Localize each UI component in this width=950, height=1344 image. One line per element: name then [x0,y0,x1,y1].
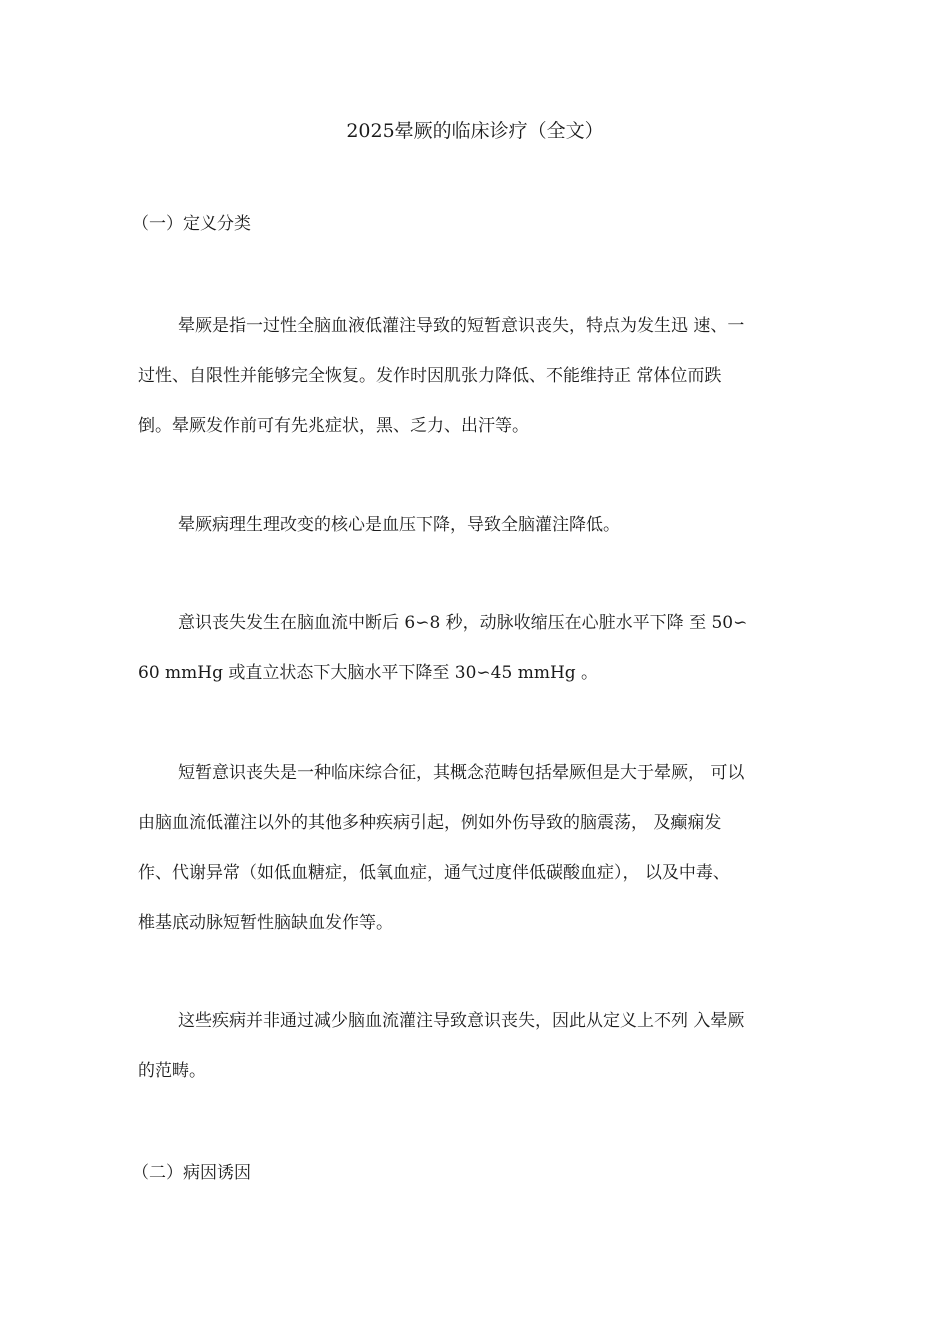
paragraph-line: 过性、自限性并能够完全恢复。发作时因肌张力降低、不能维持正 常体位而跌 [138,366,722,386]
document-title: 2025晕厥的临床诊疗（全文） [346,120,604,142]
paragraph-line: 意识丧失发生在脑血流中断后 6∽8 秒，动脉收缩压在心脏水平下降 至 50∽ [178,613,748,633]
paragraph-blood-pressure [138,610,828,710]
paragraph-transient-loss [138,760,828,960]
paragraph-line: 椎基底动脉短暂性脑缺血发作等。 [138,913,393,933]
paragraph-pathophysiology [138,512,828,562]
paragraph-line: 作、代谢异常（如低血糖症，低氧血症，通气过度伴低碳酸血症）， 以及中毒、 [138,863,730,883]
paragraph-line: 短暂意识丧失是一种临床综合征，其概念范畴包括晕厥但是大于晕厥， 可以 [178,763,745,783]
section-heading-definition: （一）定义分类 [132,214,251,234]
paragraph-line: 的范畴。 [138,1061,206,1081]
section-heading-etiology: （二）病因诱因 [132,1163,251,1183]
paragraph-line: 晕厥是指一过性全脑血液低灌注导致的短暂意识丧失，特点为发生迅 速、一 [178,316,745,336]
paragraph-syncope-definition [138,313,828,463]
paragraph-line: 倒。晕厥发作前可有先兆症状，黑、乏力、出汗等。 [138,416,529,436]
paragraph-line: 60 mmHg 或直立状态下大脑水平下降至 30∽45 mmHg 。 [138,663,599,683]
paragraph-line: 这些疾病并非通过减少脑血流灌注导致意识丧失，因此从定义上不列 入晕厥 [178,1011,745,1031]
paragraph-line: 由脑血流低灌注以外的其他多种疾病引起，例如外伤导致的脑震荡， 及癫痫发 [138,813,722,833]
paragraph-exclusion [138,1008,828,1108]
paragraph-line: 晕厥病理生理改变的核心是血压下降，导致全脑灌注降低。 [178,515,620,535]
